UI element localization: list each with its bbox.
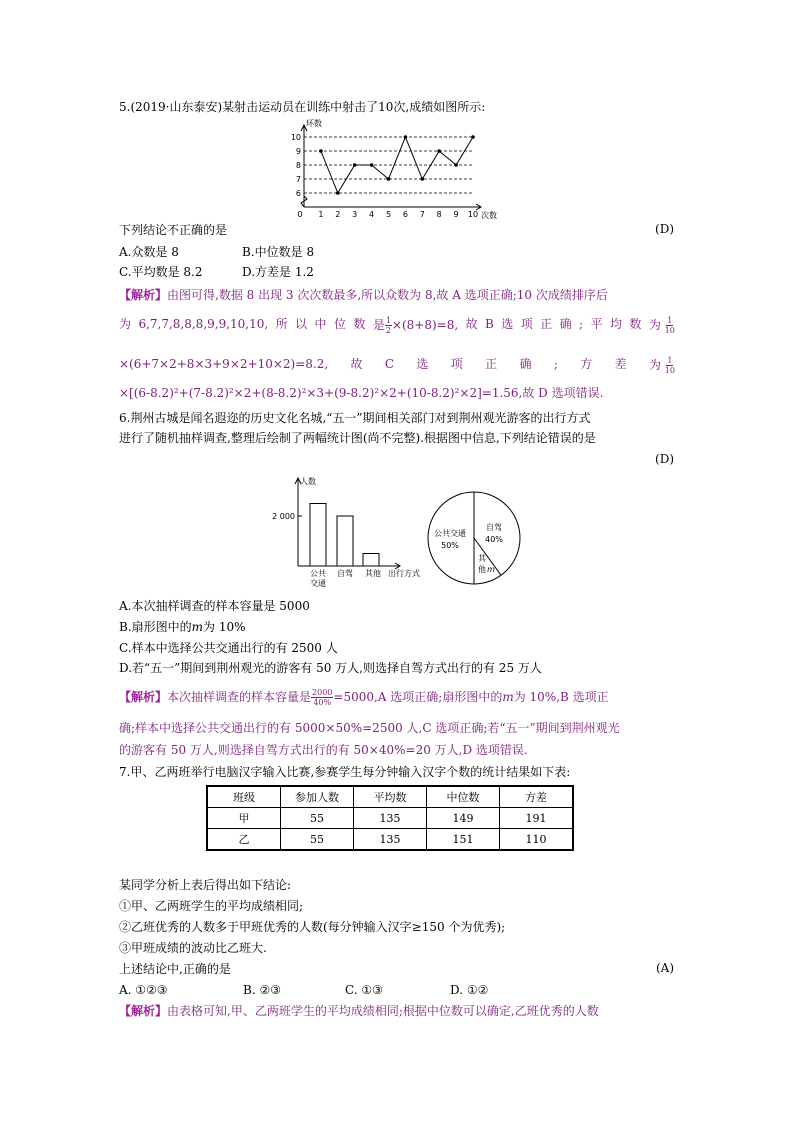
q5-explanation-line3	[119, 356, 675, 375]
table-cell: 55	[281, 808, 354, 829]
q6-option-d: D.若“五一”期间到荆州观光的游客有 50 万人,则选择自驾方式出行的有 25 万人	[119, 661, 542, 675]
q7-question: 上述结论中,正确的是	[119, 962, 231, 976]
q5-option-a: A.众数是 8	[119, 245, 179, 259]
q5-expl3-w7: ;	[553, 357, 558, 371]
q6-expl1-var: m	[502, 690, 514, 704]
x-axis-label: 次数	[481, 211, 497, 220]
q5-expl2-r2: B	[485, 317, 494, 331]
q5-expl2-w5: 位	[333, 317, 346, 331]
q5-expl3-w10-frac	[649, 356, 675, 375]
slice-value: m	[487, 565, 495, 574]
table-header-cell: 中位数	[427, 786, 500, 808]
q5-expl2-w6: 数	[353, 317, 366, 331]
q5-expl2-w4: 中	[314, 317, 327, 331]
y-tick-label: 7	[295, 175, 301, 184]
q6-explanation-line1	[119, 688, 609, 707]
q7-explanation-tag: 【解析】	[119, 1004, 168, 1018]
q7-option-c: C. ①③	[345, 983, 383, 997]
slice-label: 公共交通	[434, 529, 466, 538]
q5-expl3-w5: 正	[485, 357, 498, 371]
fraction-2000-40pct	[311, 688, 333, 707]
q5-expl1: 由图可得,数据 8 出现 3 次次数最多,所以众数为 8,故 A 选项正确;10 次成绩排序后	[167, 288, 608, 302]
q5-expl2-r0: ×(8+8)=8,	[391, 318, 459, 332]
q5-expl3-w6: 确	[519, 357, 532, 371]
table-header-cell: 班级	[207, 786, 281, 808]
q5-expl2-r8: 平	[590, 317, 603, 331]
table-row	[207, 808, 573, 829]
q6-option-c: C.样本中选择公共交通出行的有 2500 人	[119, 641, 338, 655]
q5-expl2-r11: 为	[648, 318, 661, 332]
q5-expl3-w10: 为	[648, 358, 661, 372]
data-point	[471, 135, 475, 139]
q6-explanation-line2: 确;样本中选择公共交通出行的有 5000×50%=2500 人,C 选项正确;若“五一”期间到荆州观光	[119, 721, 620, 735]
q5-explanation-line4: ×[(6-8.2)²+(7-8.2)²×2+(8-8.2)²×3+(9-8.2)²×2+(10-8.2)²×2]=1.56,故 D 选项错误.	[119, 386, 604, 400]
q5-expl3-w8: 方	[580, 357, 593, 371]
q6-stem-line2: 进行了随机抽样调查,整理后绘制了两幅统计图(尚不完整).根据图中信息,下列结论错误的是	[119, 431, 596, 445]
q5-expl2-r11-frac	[649, 316, 675, 335]
q6-expl1-mid: =5000,A 选项正确;扇形图中的	[333, 690, 503, 704]
y-axis-label: 人数	[300, 477, 316, 486]
table-header-cell: 平均数	[354, 786, 427, 808]
q7-explanation-line1	[119, 1003, 599, 1019]
fraction-tenth	[665, 316, 675, 335]
q5-expl3-w4: 项	[450, 357, 463, 371]
q5-expl2-r4: 项	[520, 317, 533, 331]
q6-option-b	[119, 619, 246, 635]
fraction-num: 1	[667, 316, 673, 325]
q7-answer: (A)	[655, 961, 674, 975]
table-cell: 149	[427, 808, 500, 829]
q5-expl3-w0: ×(6+7×2+8×3+9×2+10×2)=8.2,	[119, 357, 329, 371]
q5-expl2-r7: ;	[579, 317, 584, 331]
table-cell: 甲	[207, 808, 281, 829]
data-point	[454, 163, 458, 167]
data-point	[370, 163, 374, 167]
bar	[310, 504, 326, 567]
fraction-den: 40%	[313, 698, 332, 707]
slice-value: 50%	[441, 541, 459, 550]
q6-explanation-line3: 的游客有 50 万人,则选择自驾方式出行的有 50×40%=20 万人,D 选项错误.	[119, 743, 528, 757]
bar-chart	[268, 472, 433, 594]
table-cell: 135	[354, 808, 427, 829]
q6-explanation-tag: 【解析】	[119, 690, 168, 704]
q7-table	[206, 785, 574, 851]
fraction-num: 1	[385, 316, 391, 325]
q5-explanation-line2	[119, 316, 675, 335]
slice-value: 40%	[485, 535, 503, 544]
x-tick-label: 10	[467, 210, 479, 219]
y-tick-label: 6	[295, 189, 301, 198]
fraction-tenth	[665, 356, 675, 375]
data-point	[387, 177, 391, 181]
x-tick-label: 2	[335, 210, 341, 219]
fraction-num: 1	[667, 356, 673, 365]
q5-expl2-w2: 所	[275, 317, 288, 331]
data-point	[404, 135, 408, 139]
table-header-cell: 参加人数	[281, 786, 354, 808]
q5-expl2-w7: 是	[372, 318, 385, 332]
q5-expl3-w3: 选	[416, 357, 429, 371]
bar	[337, 516, 353, 566]
q5-expl2-w1: 6,7,7,8,8,8,9,9,10,10,	[138, 317, 269, 331]
fraction-den: 10	[664, 326, 675, 335]
q5-expl3-w2: C	[384, 357, 395, 371]
q7-lead: 某同学分析上表后得出如下结论:	[119, 878, 292, 892]
table-cell: 乙	[207, 829, 281, 851]
q5-option-c: C.平均数是 8.2	[119, 265, 203, 279]
x-tick-label: 交通	[310, 579, 326, 588]
q7-expl1: 由表格可知,甲、乙两班学生的平均成绩相同;根据中位数可以确定,乙班优秀的人数	[167, 1004, 599, 1018]
q5-expl2-r6: 确	[559, 317, 572, 331]
q5-explanation-tag: 【解析】	[119, 288, 168, 302]
x-tick-label: 公共	[310, 569, 326, 578]
slice-label: 其	[478, 554, 486, 563]
fraction-num: 2000	[312, 688, 333, 697]
x-tick-label: 0	[297, 210, 303, 219]
table-cell: 191	[500, 808, 574, 829]
q6-answer: (D)	[655, 452, 674, 466]
q6-expl1-post: 为 10%,B 选项正	[513, 690, 609, 704]
q5-expl3-w9: 差	[614, 357, 627, 371]
q7-conclusion-1: ①甲、乙两班学生的平均成绩相同;	[119, 899, 304, 913]
x-tick-label: 6	[402, 210, 408, 219]
table-cell: 110	[500, 829, 574, 851]
x-tick-label: 4	[369, 210, 375, 219]
data-point	[437, 149, 441, 153]
q5-expl2-w7-frac	[373, 316, 458, 335]
x-tick-label: 7	[419, 210, 425, 219]
q7-option-d: D. ①②	[450, 983, 489, 997]
data-point	[421, 177, 425, 181]
table-header-row	[207, 786, 573, 808]
pie-chart	[424, 488, 524, 588]
x-axis-label: 出行方式	[388, 569, 420, 578]
y-tick-label: 10	[290, 133, 301, 142]
bar	[363, 554, 379, 567]
q7-stem: 7.甲、乙两班举行电脑汉字输入比赛,参赛学生每分钟输入汉字个数的统计结果如下表:	[119, 765, 571, 779]
q7-option-a: A. ①②③	[119, 983, 168, 997]
q7-conclusion-3: ③甲班成绩的波动比乙班大.	[119, 941, 267, 955]
q6-option-b-pre: B.扇形图中的	[119, 620, 192, 634]
q5-option-b: B.中位数是 8	[242, 245, 315, 259]
table-cell: 151	[427, 829, 500, 851]
q5-expl3-w1: 故	[350, 357, 363, 371]
data-point	[336, 191, 340, 195]
x-tick-label: 5	[385, 210, 392, 219]
y-tick-label: 9	[295, 147, 301, 156]
table-cell: 135	[354, 829, 427, 851]
q5-option-d: D.方差是 1.2	[242, 265, 314, 279]
x-tick-label: 9	[453, 210, 459, 219]
q5-expl2-w3: 以	[295, 317, 308, 331]
q7-conclusion-2: ②乙班优秀的人数多于甲班优秀的人数(每分钟输入汉字≥150 个为优秀);	[119, 920, 506, 934]
q6-option-a: A.本次抽样调查的样本容量是 5000	[119, 599, 310, 613]
q5-explanation-line1	[119, 287, 608, 303]
data-point	[319, 149, 323, 153]
q5-question: 下列结论不正确的是	[119, 223, 228, 237]
q6-expl1-pre: 本次抽样调查的样本容量是	[167, 690, 312, 704]
q5-expl2-r9: 均	[609, 317, 622, 331]
x-tick-label: 其他	[365, 569, 381, 578]
slice-label: 自驾	[486, 523, 502, 532]
table-row	[207, 829, 573, 851]
x-tick-label: 自驾	[337, 569, 353, 578]
q7-option-b: B. ②③	[243, 983, 281, 997]
q6-option-b-var: m	[191, 620, 204, 634]
x-tick-label: 3	[352, 210, 358, 219]
q5-answer: (D)	[655, 222, 674, 236]
q5-stem: 5.(2019·山东泰安)某射击运动员在训练中射击了10次,成绩如图所示:	[119, 100, 486, 114]
q6-stem-line1: 6.荆州古城是闻名遐迩的历史文化名城,“五一”期间相关部门对到荆州观光游客的出行方式	[119, 411, 591, 425]
fraction-den: 2	[385, 326, 391, 335]
y-tick-label: 2 000	[272, 512, 295, 521]
y-tick-label: 8	[295, 161, 301, 170]
data-point	[353, 163, 357, 167]
q5-expl2-r3: 选	[501, 317, 514, 331]
q6-option-b-post: 为 10%	[203, 620, 246, 634]
slice-label: 他	[478, 565, 486, 574]
table-header-cell: 方差	[500, 786, 574, 808]
y-axis-label: 环数	[306, 119, 322, 128]
fraction-den: 10	[664, 366, 675, 375]
fraction-half	[385, 316, 392, 335]
q5-expl2-r1: 故	[465, 317, 478, 331]
q5-expl2-r10: 数	[629, 317, 642, 331]
line-chart	[282, 117, 504, 221]
q5-expl2-r5: 正	[540, 317, 553, 331]
q5-expl2-w0: 为	[119, 317, 132, 331]
table-cell: 55	[281, 829, 354, 851]
x-tick-label: 8	[436, 210, 442, 219]
x-tick-label: 1	[318, 210, 324, 219]
